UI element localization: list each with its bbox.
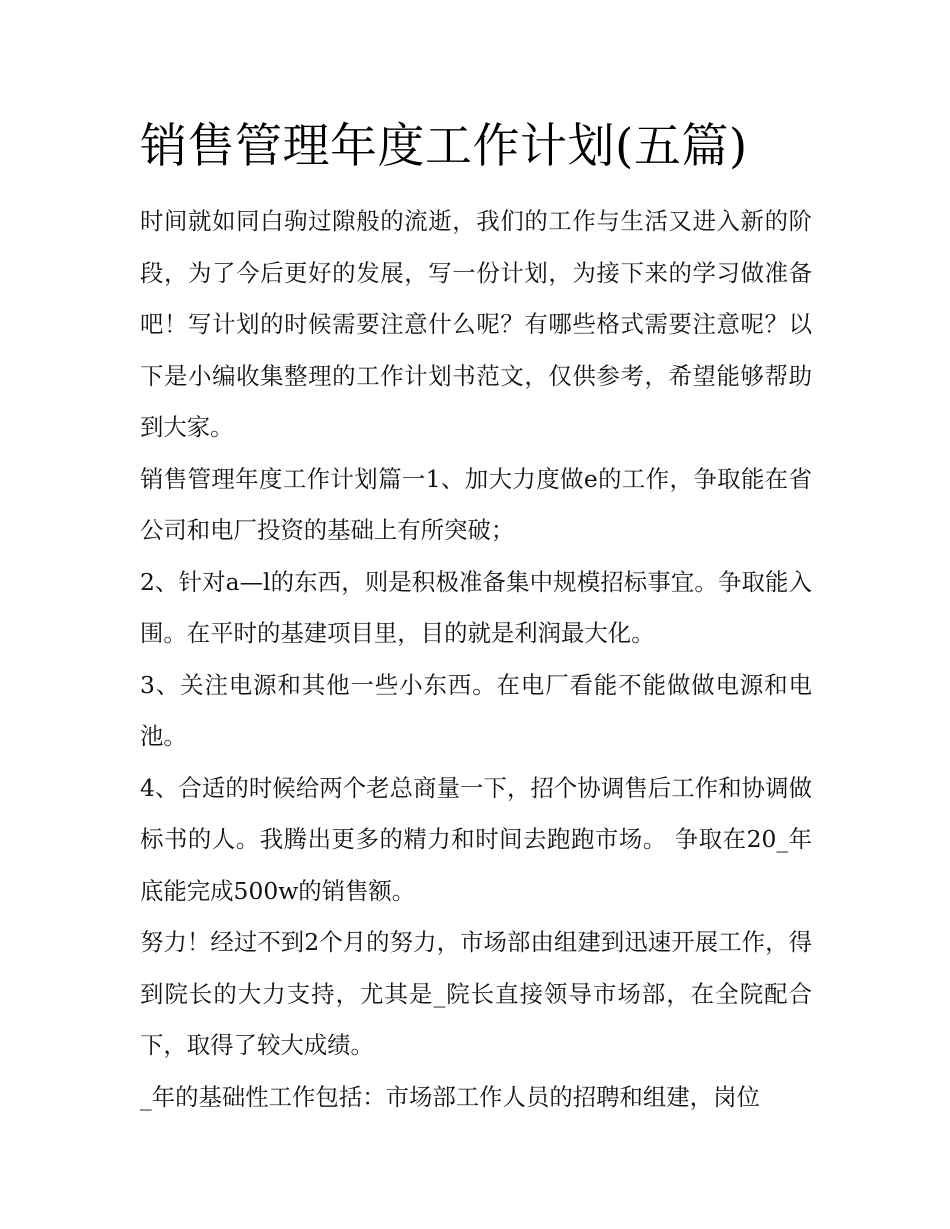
paragraph-effort-summary: 努力！经过不到2个月的努力，市场部由组建到迅速开展工作，得到院长的大力支持，尤其是_院长直接领导市场部，在全院配合下，取得了较大成绩。 — [140, 928, 812, 1059]
document-body — [140, 196, 812, 1123]
paragraph-intro: 时间就如同白驹过隙般的流逝，我们的工作与生活又进入新的阶段，为了今后更好的发展，写一份计划，为接下来的学习做准备吧！写计划的时候需要注意什么呢？有哪些格式需要注意呢？以下是小编收集整理的工作计划书范文，仅供参考，希望能够帮助到大家。 — [140, 207, 812, 441]
paragraph-plan-item-4: 4、合适的时候给两个老总商量一下，招个协调售后工作和协调做标书的人。我腾出更多的精力和时间去跑跑市场。 争取在20_年底能完成500w的销售额。 — [140, 773, 812, 905]
paragraph-plan-item-1: 销售管理年度工作计划篇一1、加大力度做e的工作，争取能在省公司和电厂投资的基础上有所突破； — [140, 464, 812, 544]
paragraph-plan-item-2: 2、针对a—l的东西，则是积极准备集中规模招标事宜。争取能入围。在平时的基建项目里，目的就是利润最大化。 — [140, 567, 812, 647]
document-title: 销售管理年度工作计划(五篇) — [140, 119, 748, 174]
paragraph-basic-work: _年的基础性工作包括：市场部工作人员的招聘和组建，岗位 — [140, 1082, 760, 1111]
paragraph-plan-item-3: 3、关注电源和其他一些小东西。在电厂看能不能做做电源和电池。 — [140, 670, 812, 750]
